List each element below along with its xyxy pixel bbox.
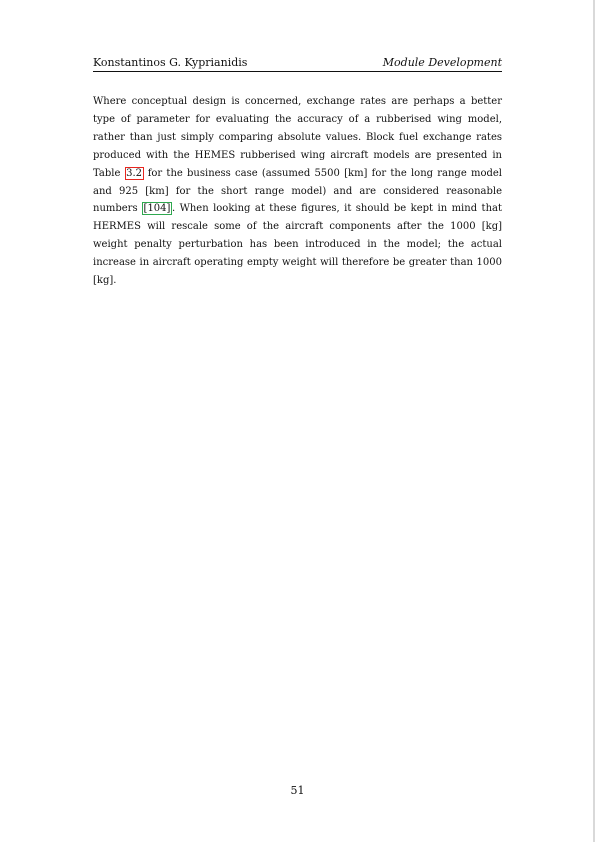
header-rule: [93, 71, 502, 72]
page-number: 51: [290, 784, 305, 797]
paragraph-text-part-2: for the business case (assumed 5500 [km] for the long range model and 925 [km] for the short range model) and are considered reasonable numbers: [93, 167, 502, 215]
header-section-title: Module Development: [382, 56, 502, 69]
paragraph-text-part-1: Where conceptual design is concerned, exchange rates are perhaps a better type of parameter for evaluating the accuracy of a rubberised wing model, rather than just simply comparing absolute values. Block fuel exchange rates produced with the HEMES rubberised wing aircraft models are presented in Table: [93, 96, 502, 179]
table-reference-link[interactable]: 3.2: [126, 167, 142, 179]
citation-link[interactable]: [104]: [143, 203, 171, 215]
body-paragraph: [93, 93, 502, 290]
running-header: [93, 55, 502, 71]
paragraph-text-part-3: . When looking at these figures, it should be kept in mind that HERMES will rescale some of the aircraft components after the 1000 [kg] weight penalty perturbation has been introduced in the model; the actual increase in aircraft operating empty weight will therefore be greater than 1000 [kg].: [93, 203, 502, 287]
header-author: Konstantinos G. Kyprianidis: [93, 56, 248, 69]
